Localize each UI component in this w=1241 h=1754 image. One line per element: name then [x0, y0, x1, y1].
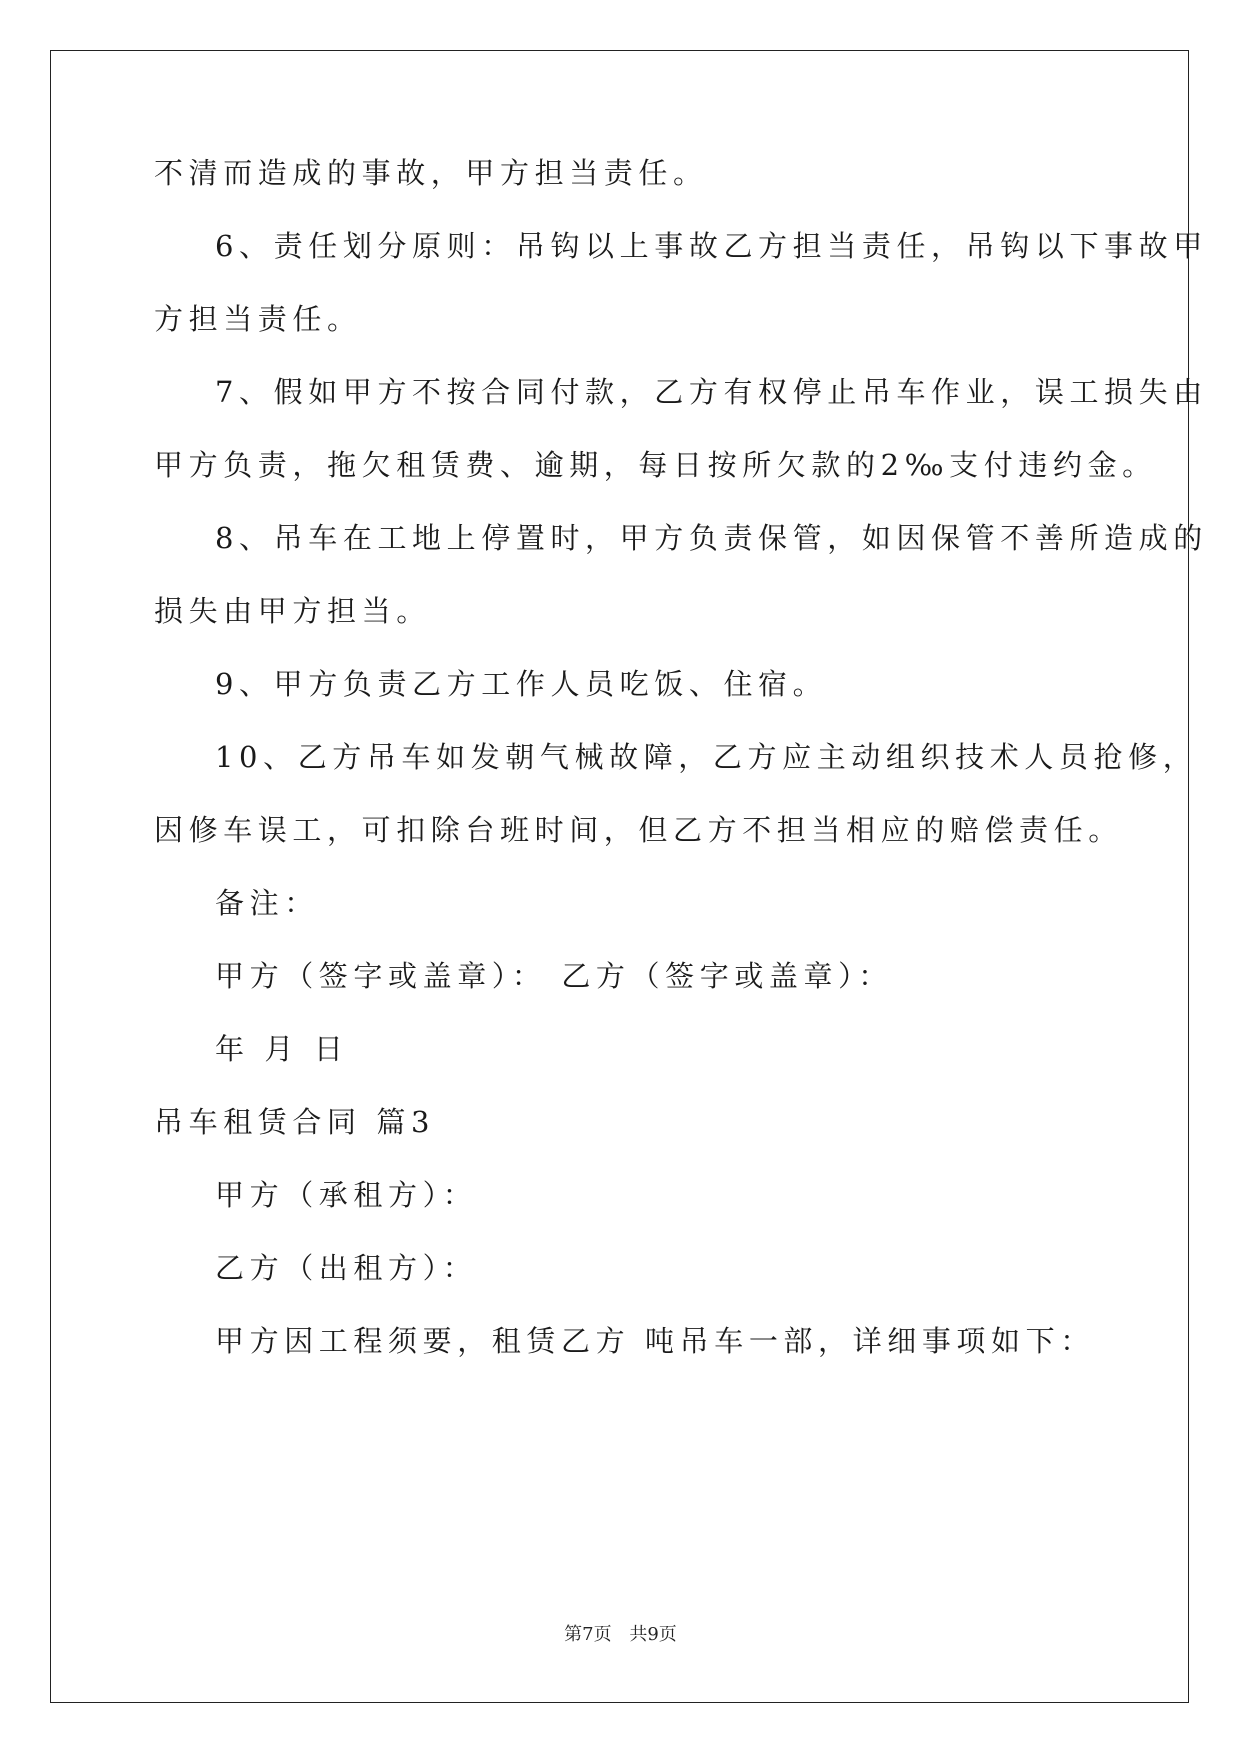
party-a-line: 甲方（承租方）：	[215, 1178, 478, 1212]
party-b-line: 乙方（出租方）：	[215, 1251, 478, 1285]
section-title: 吊车租赁合同 篇3	[154, 1105, 436, 1139]
page-current: 第7页	[564, 1624, 612, 1645]
page-border	[50, 50, 1189, 1703]
clause-6-line-2: 方担当责任。	[154, 302, 362, 336]
clause-10-line-2: 因修车误工，可扣除台班时间，但乙方不担当相应的赔偿责任。	[154, 813, 1123, 847]
clause-8-line-1: 8、吊车在工地上停置时，甲方负责保管，如因保管不善所造成的	[215, 521, 1208, 555]
clause-7-line-1: 7、假如甲方不按合同付款，乙方有权停止吊车作业，误工损失由	[215, 375, 1208, 409]
page-footer	[0, 1620, 1241, 1646]
intro-line: 甲方因工程须要，租赁乙方 吨吊车一部，详细事项如下：	[215, 1324, 1095, 1358]
clause-9: 9、甲方负责乙方工作人员吃饭、住宿。	[215, 667, 828, 701]
page-total: 共9页	[629, 1624, 677, 1645]
signature-line: 甲方（签字或盖章）： 乙方（签字或盖章）：	[215, 959, 893, 993]
remarks-label: 备注：	[215, 886, 319, 920]
date-line: 年 月 日	[215, 1032, 349, 1066]
clause-10-line-1: 10、乙方吊车如发朝气械故障，乙方应主动组织技术人员抢修，	[215, 740, 1198, 774]
clause-6-line-1: 6、责任划分原则：吊钩以上事故乙方担当责任，吊钩以下事故甲	[215, 229, 1208, 263]
paragraph-line: 不清而造成的事故，甲方担当责任。	[154, 156, 708, 190]
clause-7-line-2: 甲方负责，拖欠租赁费、逾期，每日按所欠款的2‰支付违约金。	[154, 448, 1157, 482]
clause-8-line-2: 损失由甲方担当。	[154, 594, 431, 628]
